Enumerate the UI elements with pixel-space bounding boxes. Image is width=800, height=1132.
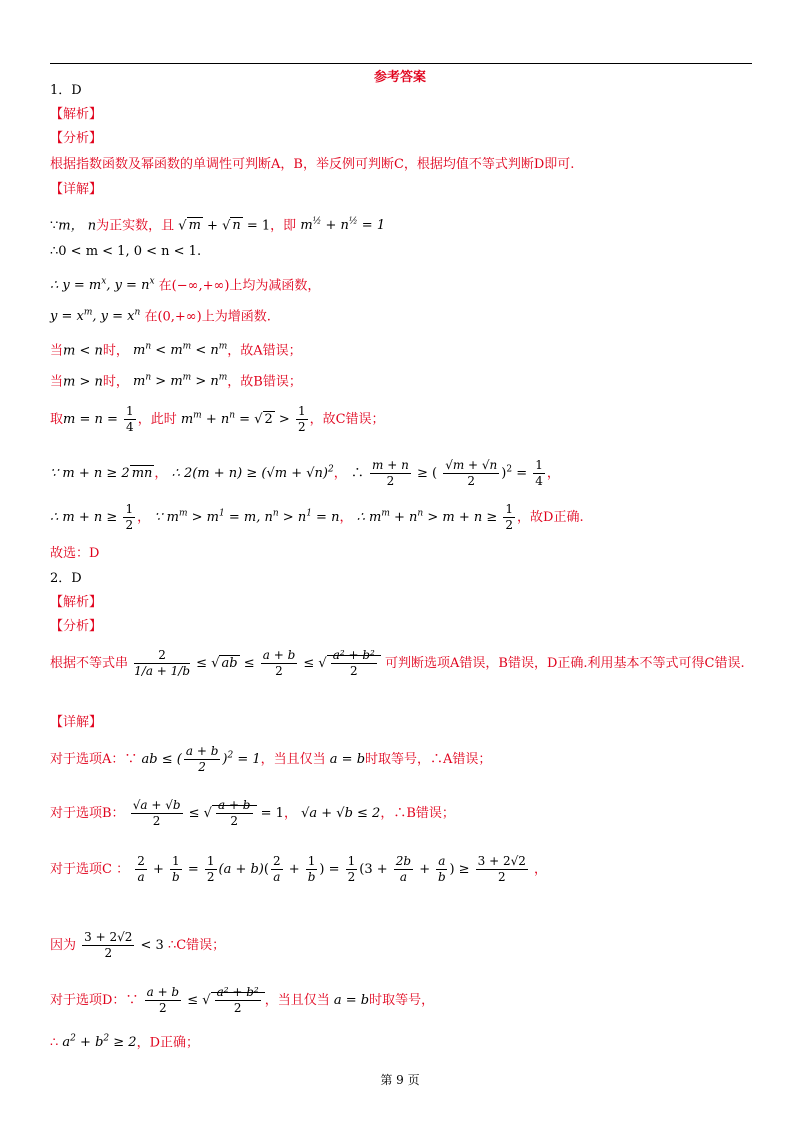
q1-line4: $y = x^m$, $y = x^n$ 在(0,+∞)上为增函数. <box>50 308 271 325</box>
q2-fenxi-heading: 【分析】 <box>50 619 103 634</box>
q1-line7: 取m = n = $\frac{1}{4}$ ，此时 $m^m + n^n$ = √ 2 > $\frac{1}{2}$ ，故C错误； <box>50 404 385 434</box>
q1-line8: ∵ m + n ≥ 2 mn ， ∴ $2(m + n) \ge (√m + √n)^2$， ∴ $\frac{m + n}{2}$ ≥ ( $\frac{√m + √n}{2}$ )$^2$ = $\frac{1}{4}$ ， <box>50 458 560 488</box>
q2-option-c: 对于选项C ： $\frac{2}{a}$ + $\frac{1}{b}$ = $\frac{1}{2}$ (a + b)( $\frac{2}{a}$ + $\frac{1}{b}$ ) = $\frac{1}{2}$ (3 + $\frac{2b}{a}$ + $\frac{a}{b}$ ) ≥ $\frac{3 + 2√2}{2}$ ， <box>50 854 548 884</box>
q1-line9: ∴ m + n ≥ $\frac{1}{2}$ ， ∵ $m^m > m^1 = m$, $n^n > n^1 = n$， ∴ $m^m + n^n > m + n$ ≥ $\frac{1}{2}$ ，故D正确. <box>50 502 584 532</box>
q2-xiangjie-heading: 【详解】 <box>50 715 103 730</box>
q1-line2: ∴0 < m < 1, 0 < n < 1. <box>50 244 202 259</box>
q2-conclusion-c: 因为 $\frac{3 + 2√2}{2}$ < 3 ∴C错误； <box>50 930 226 960</box>
page-title: 参考答案 <box>373 70 426 85</box>
q1-jiexi-heading: 【解析】 <box>50 107 103 122</box>
power-equation: $m^{\frac{1}{2}} + n^{\frac{1}{2}} = 1$ <box>300 217 386 234</box>
q2-option-d: 对于选项D：∵ $\frac{a + b}{2}$ ≤ √ $\frac{\text{a² + b²}}{2}$ ，当且仅当 a = b时取等号， <box>50 985 435 1015</box>
q1-line1: ∵m， n为正实数，且 √ m + √ n = 1，即 $m^{\frac{1}{2}} + n^{\frac{1}{2}} = 1$ <box>50 217 386 234</box>
sqrt-equation: √ m + √ n = 1 <box>178 218 271 234</box>
q1-answer: 故选：D <box>50 546 100 561</box>
header-rule <box>50 63 752 64</box>
q2-option-b: 对于选项B： $\frac{√a + √b}{2}$ ≤ √ $\frac{a + b}{2}$ = 1， √a + √b ≤ 2，∴B错误； <box>50 798 455 828</box>
q2-option-a: 对于选项A：∵ ab ≤ ( $\frac{a + b}{2}$ )$^2$ = 1，当且仅当 a = b时取等号，∴A错误； <box>50 744 492 774</box>
q1-number: 1．D <box>50 83 82 98</box>
q1-fenxi-heading: 【分析】 <box>50 131 103 146</box>
q2-final: ∴ $a^2 + b^2 \ge 2$，D正确； <box>50 1034 199 1051</box>
q2-jiexi-heading: 【解析】 <box>50 595 103 610</box>
page-number: 第 9 页 <box>380 1073 420 1087</box>
q1-line3: ∴ $y = m^x$, $y = n^x$ 在(−∞,+∞)上均为减函数， <box>50 277 321 294</box>
q1-xiangjie-heading: 【详解】 <box>50 182 103 197</box>
q2-number: 2．D <box>50 571 82 586</box>
q1-line6: 当m > n时， $m^n > m^m > n^m$，故B错误； <box>50 373 302 390</box>
q1-line5: 当m < n时， $m^n < m^m < n^m$，故A错误； <box>50 342 302 359</box>
q2-analysis: 根据不等式串 $\frac{2}{1/a + 1/b}$ ≤ √ ab ≤ $\frac{a + b}{2}$ ≤ √ $\frac{\text{a² + b²}}{2}$ 可判断选项A错误，B错误，D正确.利用基本不等式可得C错误. <box>50 648 745 678</box>
q1-analysis: 根据指数函数及幂函数的单调性可判断A，B，举反例可判断C，根据均值不等式判断D即可. <box>50 157 575 172</box>
